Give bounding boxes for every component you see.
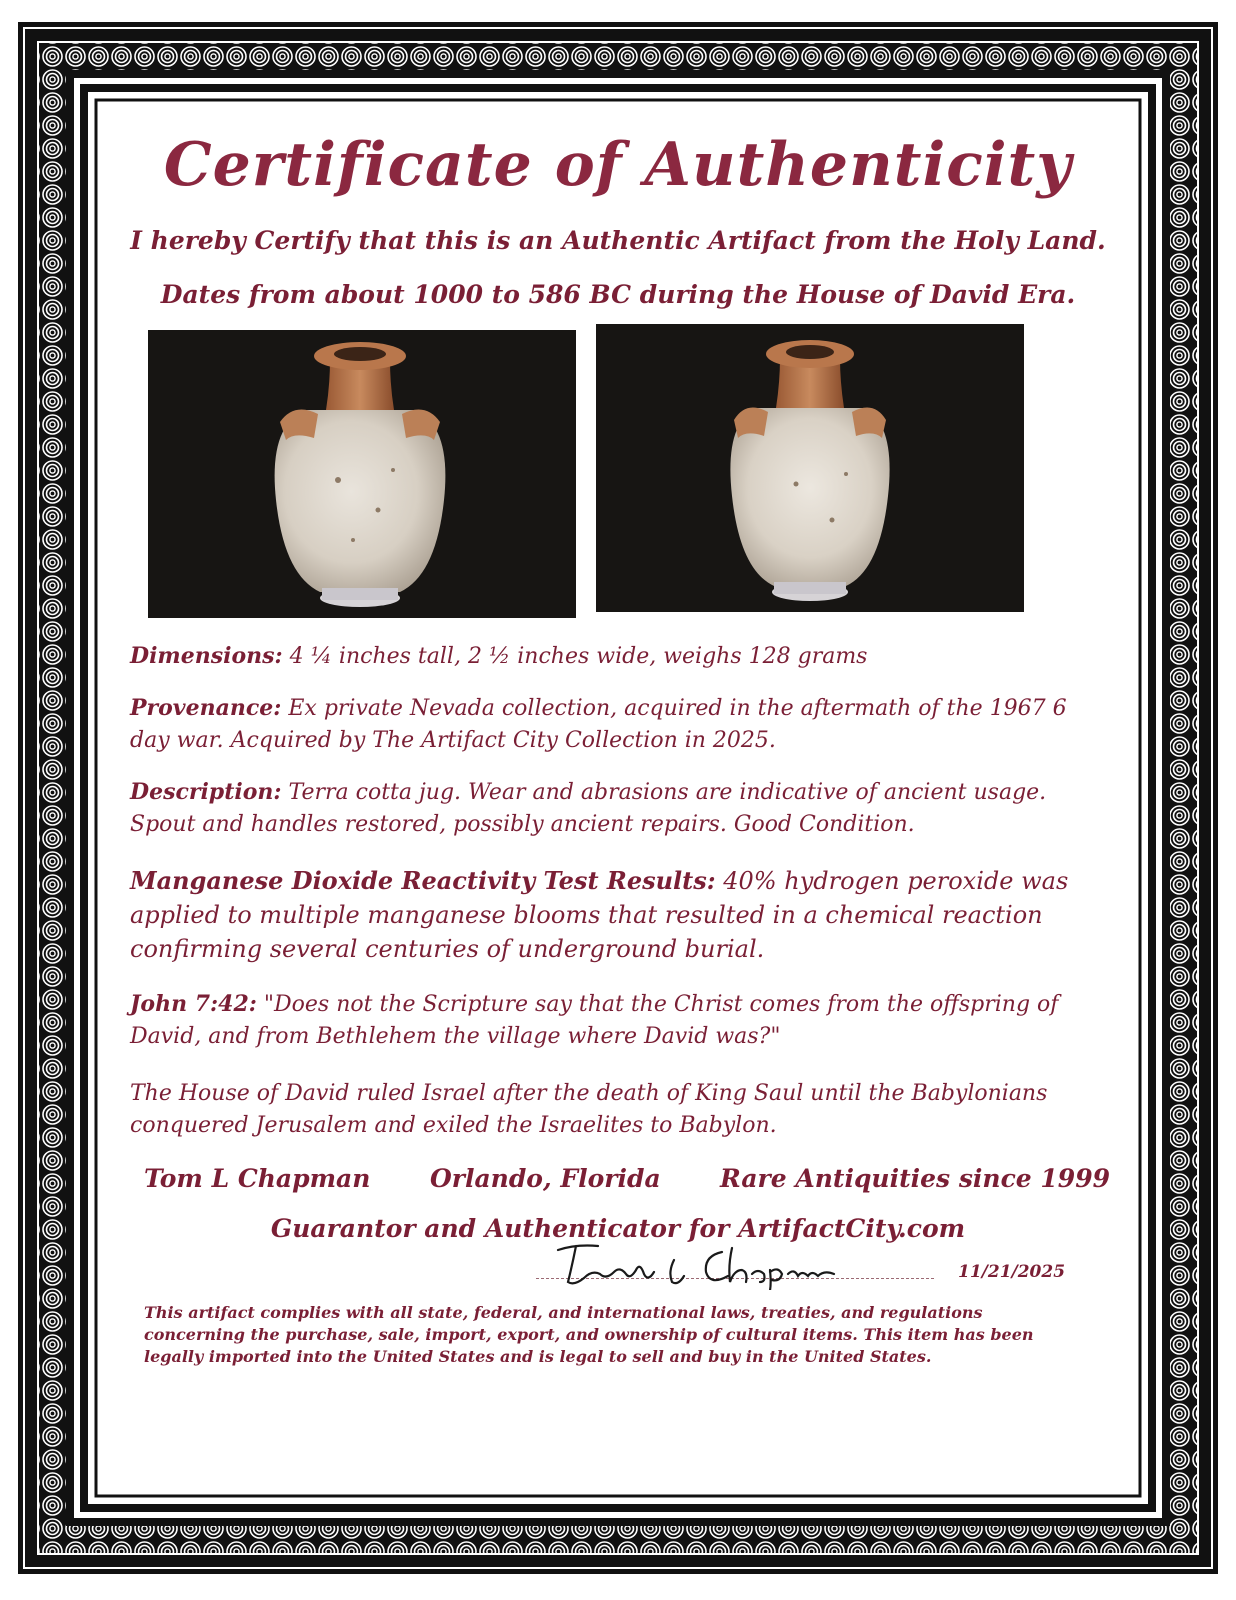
certification-statement: I hereby Certify that this is an Authentic Artifact from the Holy Land. (130, 226, 1106, 255)
scripture-label: John 7:42: (130, 991, 257, 1017)
certificate-title: Certificate of Authenticity (163, 130, 1073, 200)
dimensions-label: Dimensions: (130, 643, 283, 669)
signer-location: Orlando, Florida (430, 1164, 661, 1193)
provenance-text: Ex private Nevada collection, acquired in the aftermath of the 1967 6 day war. Acquired by The Artifact City Collection in 2025. (130, 696, 1067, 753)
legal-compliance-note: This artifact complies with all state, federal, and international laws, treaties, and regulations concerning the purchase, sale, import, export, and ownership of cultural items. This item has been legally imported into the United States and is legal to sell and buy in the United States. (144, 1303, 1034, 1366)
signer-name: Tom L Chapman (144, 1164, 371, 1193)
guarantor-line: Guarantor and Authenticator for ArtifactCity.com (270, 1214, 966, 1243)
history-paragraph: The House of David ruled Israel after the death of King Saul until the Babylonians conquered Jerusalem and exiled the Israelites to Babylon. (130, 1081, 1048, 1138)
description-label: Description: (130, 779, 282, 805)
artifact-photo-front (148, 330, 576, 618)
manganese-test-text: 40% hydrogen peroxide was applied to multiple manganese blooms that resulted in a chemical reaction confirming several centuries of underground burial. (130, 867, 1069, 963)
provenance-label: Provenance: (130, 695, 282, 721)
scripture-text: "Does not the Scripture say that the Christ comes from the offspring of David, and from Bethlehem the village where David was?" (130, 992, 1059, 1049)
description-text: Terra cotta jug. Wear and abrasions are indicative of ancient usage. Spout and handles restored, possibly ancient repairs. Good Condition. (130, 780, 1047, 837)
artifact-photo-side (596, 324, 1024, 612)
handwritten-signature (546, 1230, 846, 1290)
dimensions-text: 4 ¼ inches tall, 2 ½ inches wide, weighs 128 grams (282, 644, 868, 669)
business-since: Rare Antiquities since 1999 (720, 1164, 1110, 1193)
scripture-paragraph (130, 988, 1090, 1053)
manganese-test-label: Manganese Dioxide Reactivity Test Results: (130, 866, 716, 895)
date-range-statement: Dates from about 1000 to 586 BC during the House of David Era. (160, 280, 1076, 309)
manganese-test-paragraph (130, 864, 1090, 966)
provenance-paragraph (130, 692, 1090, 757)
certificate-content (110, 112, 1126, 1482)
description-paragraph (130, 776, 1090, 841)
certificate-date: 11/21/2025 (958, 1262, 1066, 1282)
dimensions-paragraph (130, 640, 1090, 673)
